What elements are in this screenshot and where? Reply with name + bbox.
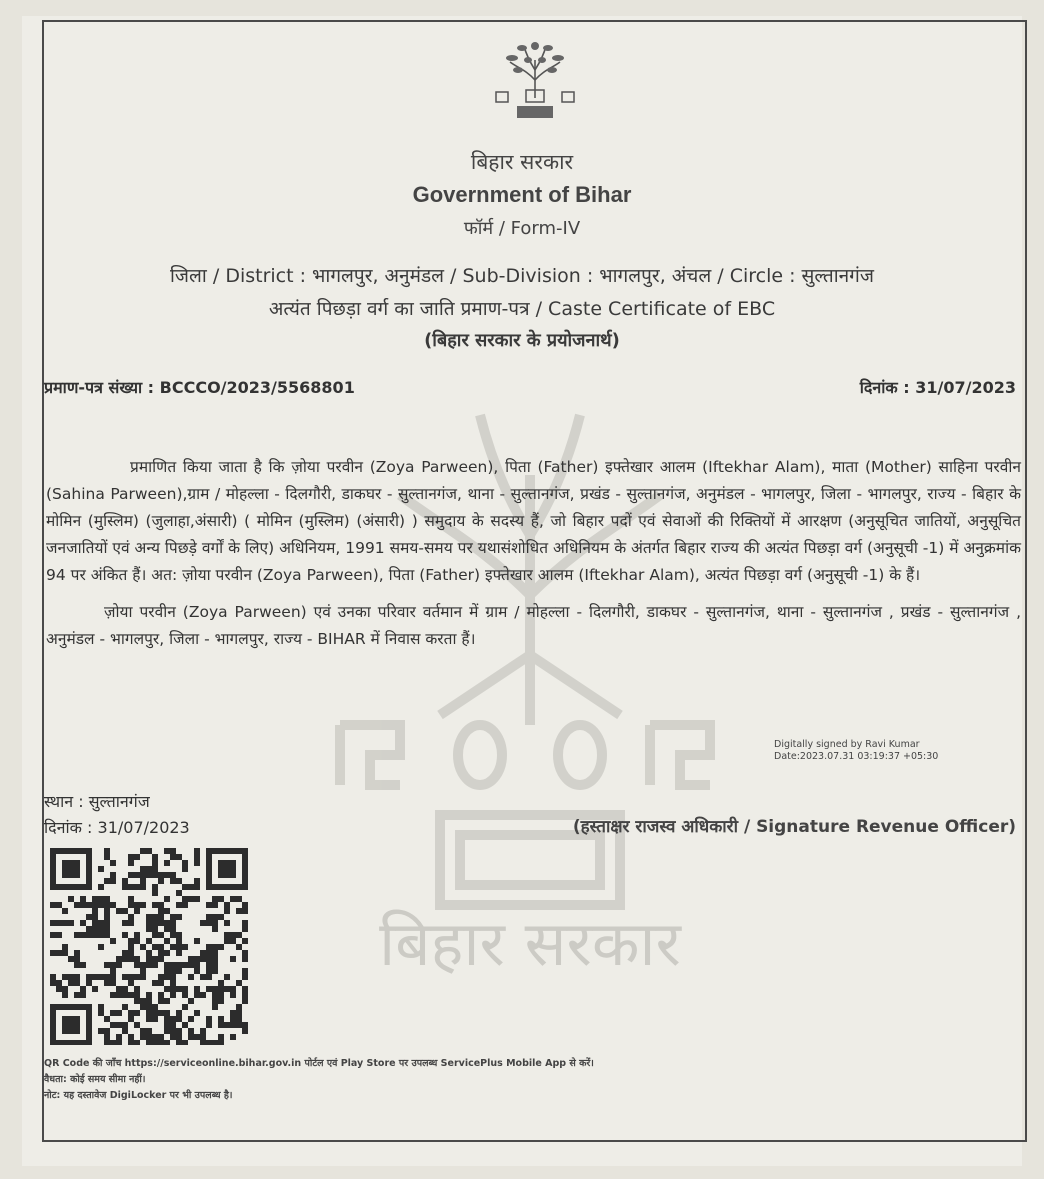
digital-signature-date: Date:2023.07.31 03:19:37 +05:30	[774, 751, 939, 762]
bihar-state-emblem-icon	[490, 40, 580, 122]
form-number: फॉर्म / Form-IV	[463, 218, 581, 239]
certificate-number: प्रमाण-पत्र संख्या : BCCCO/2023/5568801	[44, 378, 355, 397]
title-english: Government of Bihar	[412, 182, 632, 207]
issue-date: दिनांक : 31/07/2023	[44, 818, 190, 837]
footer-digilocker-note: नोट: यह दस्तावेज DigiLocker पर भी उपलब्ध है।	[44, 1090, 233, 1101]
digital-signature-block	[774, 739, 938, 763]
watermark-text: बिहार सरकार	[379, 907, 681, 980]
qr-code-icon	[50, 848, 250, 1045]
certificate-purpose: (बिहार सरकार के प्रयोजनार्थ)	[424, 330, 620, 351]
title-hindi: बिहार सरकार	[470, 150, 574, 174]
issue-place: स्थान : सुल्तानगंज	[44, 792, 150, 811]
digital-signature-signer: Digitally signed by Ravi Kumar	[774, 739, 920, 750]
footer-qr-note: QR Code की जाँच https://serviceonline.bihar.gov.in पोर्टल एवं Play Store पर उपलब्ध ServicePlus Mobile App से करें।	[44, 1058, 594, 1069]
footer-validity: वैधता: कोई समय सीमा नहीं।	[44, 1074, 146, 1085]
certificate-title: अत्यंत पिछड़ा वर्ग का जाति प्रमाण-पत्र / Caste Certificate of EBC	[268, 298, 776, 320]
certificate-paragraph-2: ज़ोया परवीन (Zoya Parween) एवं उनका परिवार वर्तमान में ग्राम / मोहल्ला - दिलगौरी, डाकघर - सुल्तानगंज, थाना - सुल्तानगंज , प्रखंड - सुल्तानगंज , अनुमंडल - भागलपुर, जिला - भागलपुर, राज्य - BIHAR में निवास करता हैं।	[46, 603, 1021, 648]
certificate-body	[46, 454, 1021, 653]
jurisdiction-line: जिला / District : भागलपुर, अनुमंडल / Sub-Division : भागलपुर, अंचल / Circle : सुल्तानगंज	[170, 265, 874, 287]
signatory-label: (हस्ताक्षर राजस्व अधिकारी / Signature Revenue Officer)	[572, 817, 1016, 837]
certificate-date: दिनांक : 31/07/2023	[859, 378, 1016, 397]
certificate-paragraph-1: प्रमाणित किया जाता है कि ज़ोया परवीन (Zoya Parween), पिता (Father) इफ्तेखार आलम (Iftekhar Alam), माता (Mother) साहिना परवीन (Sahina Parween),ग्राम / मोहल्ला - दिलगौरी, डाकघर - सुल्तानगंज, थाना - सुल्तानगंज, प्रखंड - सुल्तानगंज, अनुमंडल - भागलपुर, जिला - भागलपुर, राज्य - बिहार के मोमिन (मुस्लिम) (जुलाहा,अंसारी) ( मोमिन (मुस्लिम) (अंसारी) ) समुदाय के सदस्य हैं, जो बिहार पदों एवं सेवाओं की रिक्तियों में आरक्षण (अनुसूचित जातियों, अनुसूचित जनजातियों एवं अन्य पिछड़े वर्गों के लिए) अधिनियम, 1991 समय-समय पर यथासंशोधित अधिनियम के अंतर्गत बिहार राज्य की अत्यंत पिछड़ा वर्ग (अनुसूची -1) में अनुक्रमांक 94 पर अंकित हैं। अत: ज़ोया परवीन (Zoya Parween), पिता (Father) इफ्तेखार आलम (Iftekhar Alam), अत्यंत पिछड़ा वर्ग (अनुसूची -1) के हैं।	[46, 458, 1021, 584]
